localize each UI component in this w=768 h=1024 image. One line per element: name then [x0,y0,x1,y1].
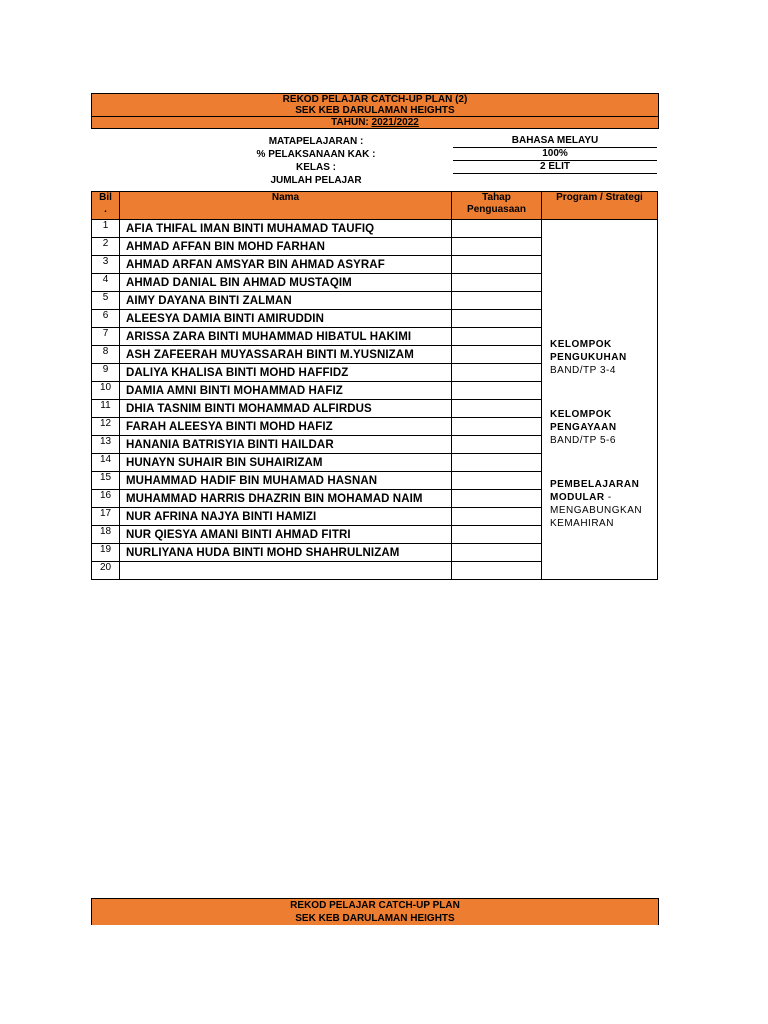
col-header-program: Program / Strategi [542,192,658,220]
row-number: 10 [92,382,120,400]
row-number: 3 [92,256,120,274]
tahap-cell [452,220,542,238]
tahap-cell [452,238,542,256]
tahap-cell [452,346,542,364]
row-number: 5 [92,292,120,310]
row-number: 18 [92,526,120,544]
group-title: PEMBELAJARAN [550,479,640,490]
student-name: NURLIYANA HUDA BINTI MOHD SHAHRULNIZAM [120,544,452,562]
tahap-cell [452,526,542,544]
info-row-class [91,161,657,174]
student-name: AHMAD DANIAL BIN AHMAD MUSTAQIM [120,274,452,292]
tahap-cell [452,256,542,274]
student-name: DALIYA KHALISA BINTI MOHD HAFFIDZ [120,364,452,382]
group-title: KELOMPOK [550,409,612,420]
student-name [120,562,452,580]
year-value: 2021/2022 [371,117,419,128]
row-number: 16 [92,490,120,508]
year-label: TAHUN: [331,117,369,128]
student-name: ARISSA ZARA BINTI MUHAMMAD HIBATUL HAKIMI [120,328,452,346]
row-number: 19 [92,544,120,562]
group-title: PENGAYAAN [550,422,617,433]
row-number: 13 [92,436,120,454]
col-header-tahap: Tahap Penguasaan [452,192,542,220]
tahap-cell [452,490,542,508]
strategy-group-pengukuhan [550,338,627,377]
tahap-cell [452,400,542,418]
info-row-percentage [91,148,657,161]
group-dash: - [604,492,612,503]
row-number: 20 [92,562,120,580]
row-number: 12 [92,418,120,436]
group-title: PENGUKUHAN [550,352,627,363]
report-title: REKOD PELAJAR CATCH-UP PLAN (2) [282,94,468,105]
student-name: FARAH ALEESYA BINTI MOHD HAFIZ [120,418,452,436]
student-name: AIMY DAYANA BINTI ZALMAN [120,292,452,310]
student-name: HANANIA BATRISYIA BINTI HAILDAR [120,436,452,454]
student-name: HUNAYN SUHAIR BIN SUHAIRIZAM [120,454,452,472]
row-number: 2 [92,238,120,256]
student-name: MUHAMMAD HADIF BIN MUHAMAD HASNAN [120,472,452,490]
row-number: 8 [92,346,120,364]
col-header-bil-text: Bil [99,192,112,203]
student-name: NUR QIESYA AMANI BINTI AHMAD FITRI [120,526,452,544]
info-row-subject [91,135,657,148]
row-number: 17 [92,508,120,526]
footer-school: SEK KEB DARULAMAN HEIGHTS [295,913,455,924]
class-info [91,135,657,187]
student-name: AHMAD AFFAN BIN MOHD FARHAN [120,238,452,256]
group-band: BAND/TP 3-4 [550,365,616,376]
info-value: 100% [453,148,657,161]
info-label: % PELAKSANAAN KAK : [256,149,376,160]
student-name: ALEESYA DAMIA BINTI AMIRUDDIN [120,310,452,328]
footer-title: REKOD PELAJAR CATCH-UP PLAN [290,900,460,911]
col-header-bil-dot: . [104,204,107,215]
col-header-bil [92,192,120,220]
strategy-content [546,220,653,578]
row-number: 6 [92,310,120,328]
student-table [91,191,658,580]
student-name: AHMAD ARFAN AMSYAR BIN AHMAD ASYRAF [120,256,452,274]
info-label: KELAS : [296,162,336,173]
student-name: AFIA THIFAL IMAN BINTI MUHAMAD TAUFIQ [120,220,452,238]
student-name: DAMIA AMNI BINTI MOHAMMAD HAFIZ [120,382,452,400]
tahap-cell [452,472,542,490]
row-number: 9 [92,364,120,382]
table-header-row [92,192,658,220]
tahap-cell [452,508,542,526]
tahap-cell [452,364,542,382]
row-number: 11 [92,400,120,418]
group-title: KELOMPOK [550,339,612,350]
info-value: BAHASA MELAYU [453,135,657,148]
report-header [91,93,659,129]
group-band: BAND/TP 5-6 [550,435,616,446]
info-label: MATAPELAJARAN : [268,136,364,147]
tahap-cell [452,562,542,580]
tahap-cell [452,328,542,346]
student-name: MUHAMMAD HARRIS DHAZRIN BIN MOHAMAD NAIM [120,490,452,508]
row-number: 7 [92,328,120,346]
info-value: 2 ELIT [453,161,657,174]
group-title: MODULAR [550,492,605,503]
strategy-cell [542,220,658,580]
group-line: KEMAHIRAN [550,518,614,529]
strategy-group-pengayaan [550,408,617,447]
tahap-cell [452,382,542,400]
row-number: 15 [92,472,120,490]
row-number: 1 [92,220,120,238]
table-row [92,220,658,238]
row-number: 4 [92,274,120,292]
tahap-cell [452,274,542,292]
tahap-cell [452,418,542,436]
group-line: MENGABUNGKAN [550,505,643,516]
tahap-cell [452,454,542,472]
footer-header [91,898,659,925]
tahap-cell [452,544,542,562]
strategy-group-modular [550,478,642,530]
tahap-cell [452,310,542,328]
info-row-total [91,174,657,187]
tahap-cell [452,292,542,310]
school-name: SEK KEB DARULAMAN HEIGHTS [295,105,455,116]
info-label: JUMLAH PELAJAR [270,175,362,186]
year-line [92,116,658,128]
student-name: DHIA TASNIM BINTI MOHAMMAD ALFIRDUS [120,400,452,418]
row-number: 14 [92,454,120,472]
col-header-nama: Nama [120,192,452,220]
tahap-cell [452,436,542,454]
student-name: ASH ZAFEERAH MUYASSARAH BINTI M.YUSNIZAM [120,346,452,364]
student-name: NUR AFRINA NAJYA BINTI HAMIZI [120,508,452,526]
